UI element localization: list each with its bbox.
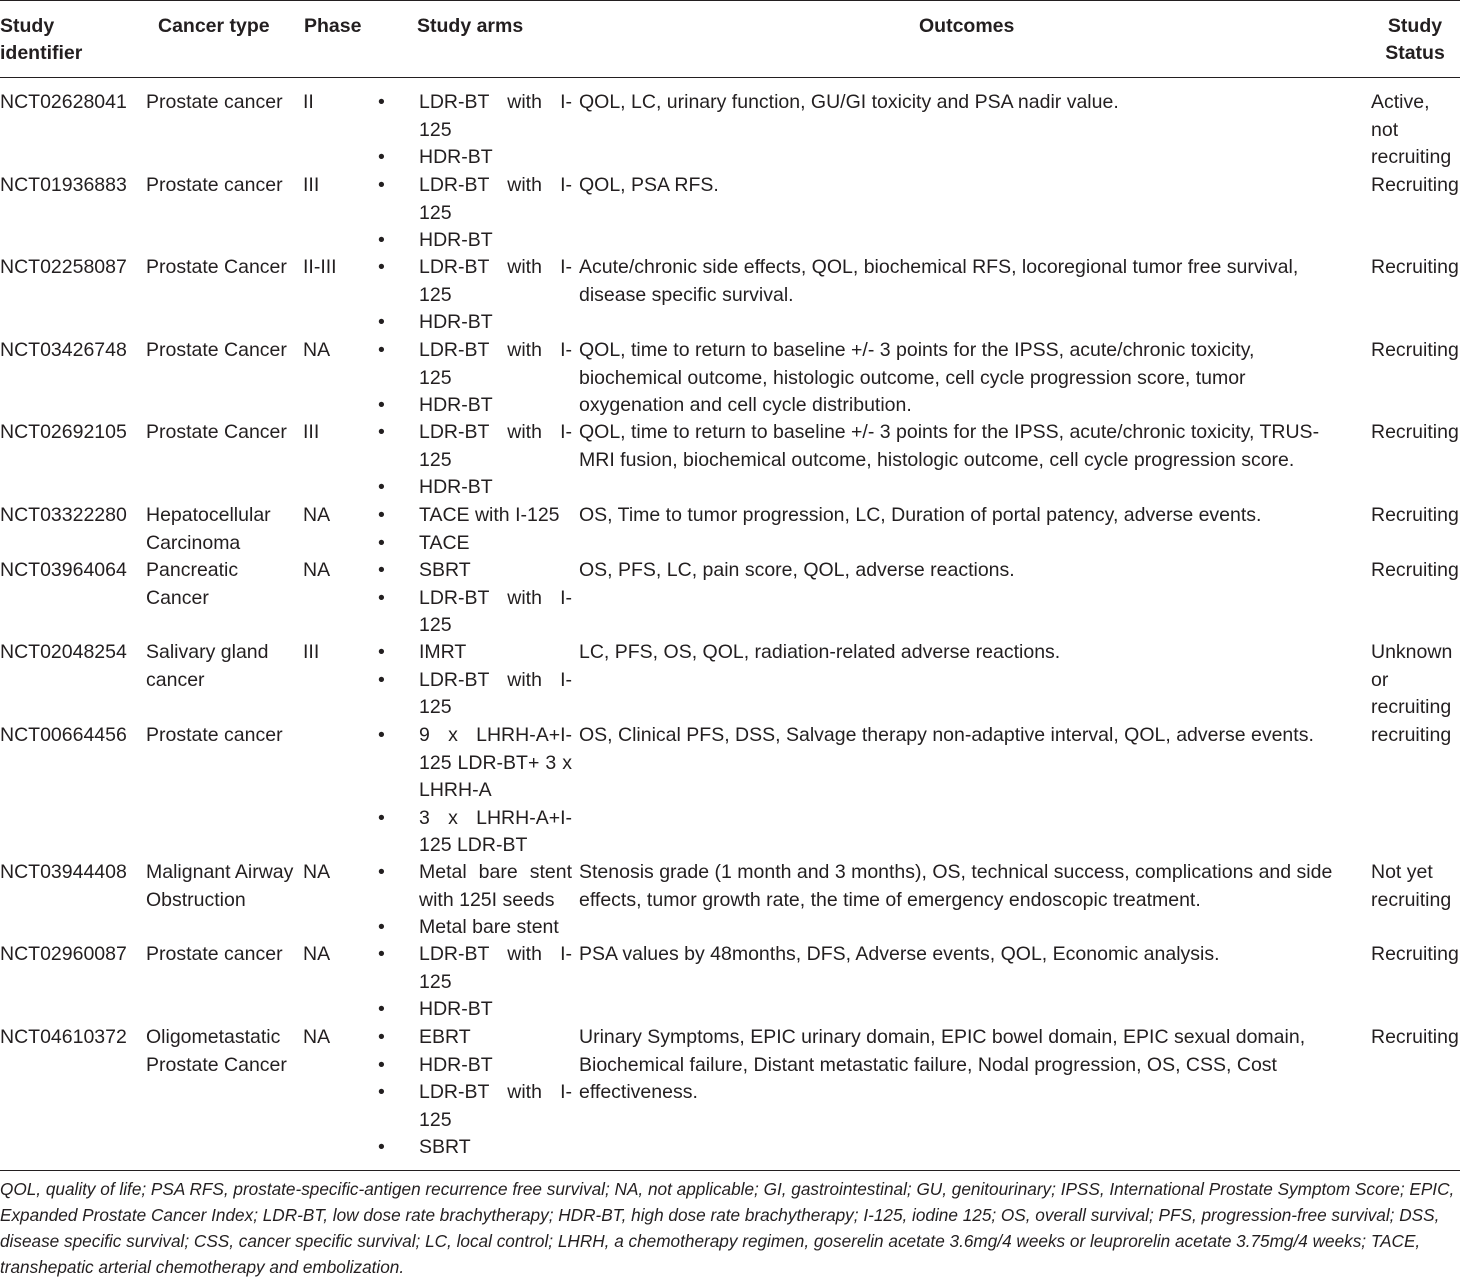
study-arm-item: • EBRT [372, 1024, 572, 1052]
study-arm-item: • LDR-BT with I-125 [372, 337, 572, 392]
phase-cell: II [303, 91, 314, 113]
study-identifier-cell: NCT03426748 [0, 339, 127, 361]
phase-cell: NA [303, 559, 331, 581]
outcomes-cell: PSA values by 48months, DFS, Adverse events, QOL, Economic analysis. [579, 943, 1220, 965]
header-study-identifier: Study identifier [0, 15, 83, 64]
study-arm-item: • HDR-BT [372, 144, 572, 172]
study-arm-item: • LDR-BT with I-125 [372, 172, 572, 227]
study-identifier-cell: NCT04610372 [0, 1026, 127, 1048]
study-arm-item: • Metal bare stent with 125I seeds [372, 859, 572, 914]
study-arms-list [372, 254, 572, 337]
study-arms-list [372, 722, 572, 860]
study-arms-list [372, 941, 572, 1024]
study-arm-item: • LDR-BT with I-125 [372, 89, 572, 144]
study-identifier-cell: NCT02628041 [0, 91, 127, 113]
table-top-rule [0, 0, 1460, 1]
study-arms-list [372, 639, 572, 722]
header-study-arms: Study arms [417, 15, 524, 37]
cancer-type-cell: Oligometastatic Prostate Cancer [146, 1026, 287, 1076]
study-identifier-cell: NCT03322280 [0, 504, 127, 526]
header-outcomes: Outcomes [919, 15, 1015, 37]
phase-cell: III [303, 174, 320, 196]
study-status-cell: Unknown or recruiting [1371, 641, 1453, 718]
phase-cell: NA [303, 339, 331, 361]
cancer-type-cell: Prostate cancer [146, 91, 283, 113]
header-phase: Phase [304, 15, 362, 37]
study-status-cell: Recruiting [1371, 339, 1459, 361]
phase-cell: III [303, 421, 320, 443]
cancer-type-cell: Prostate cancer [146, 943, 283, 965]
phase-cell: NA [303, 1026, 331, 1048]
table-bottom-rule [0, 1170, 1460, 1171]
study-status-cell: Recruiting [1371, 1026, 1459, 1048]
study-arms-list [372, 557, 572, 640]
study-status-cell: Recruiting [1371, 559, 1459, 581]
cancer-type-cell: Malignant Airway Obstruction [146, 861, 294, 911]
outcomes-cell: QOL, time to return to baseline +/- 3 points for the IPSS, acute/chronic toxicity, biochemical outcome, histologic outcome, cell cycle progression score, tumor oxygenation and cell cycle distribution. [579, 339, 1255, 416]
study-status-cell: recruiting [1371, 724, 1452, 746]
study-arms-list [372, 502, 572, 557]
study-identifier-cell: NCT02048254 [0, 641, 127, 663]
phase-cell: NA [303, 943, 331, 965]
header-cancer-type: Cancer type [158, 15, 270, 37]
phase-cell: NA [303, 861, 331, 883]
phase-cell: III [303, 641, 320, 663]
study-status-cell: Recruiting [1371, 421, 1459, 443]
study-arm-item: • HDR-BT [372, 474, 572, 502]
cancer-type-cell: Pancreatic Cancer [146, 559, 239, 609]
study-identifier-cell: NCT00664456 [0, 724, 127, 746]
study-identifier-cell: NCT02692105 [0, 421, 127, 443]
study-arm-item: • Metal bare stent [372, 914, 572, 942]
study-identifier-cell: NCT01936883 [0, 174, 127, 196]
study-arms-list [372, 172, 572, 255]
outcomes-cell: QOL, time to return to baseline +/- 3 points for the IPSS, acute/chronic toxicity, TRUS-MRI fusion, biochemical outcome, histologic outcome, cell cycle progression score. [579, 421, 1320, 471]
study-arm-item: • LDR-BT with I-125 [372, 667, 572, 722]
study-arm-item: • 9 x LHRH-A+I-125 LDR-BT+ 3 x LHRH-A [372, 722, 572, 805]
study-status-cell: Recruiting [1371, 943, 1459, 965]
outcomes-cell: Urinary Symptoms, EPIC urinary domain, EPIC bowel domain, EPIC sexual domain, Biochemical failure, Distant metastatic failure, Nodal progression, OS, CSS, Cost effectiveness. [579, 1026, 1306, 1103]
cancer-type-cell: Prostate cancer [146, 174, 283, 196]
study-identifier-cell: NCT03964064 [0, 559, 127, 581]
cancer-type-cell: Salivary gland cancer [146, 641, 269, 691]
study-arm-item: • HDR-BT [372, 996, 572, 1024]
study-arm-item: • 3 x LHRH-A+I-125 LDR-BT [372, 805, 572, 860]
study-status-cell: Recruiting [1371, 174, 1459, 196]
study-arm-item: • HDR-BT [372, 392, 572, 420]
study-arms-list [372, 859, 572, 942]
study-status-cell: Recruiting [1371, 504, 1459, 526]
study-arms-list [372, 337, 572, 420]
study-arm-item: • IMRT [372, 639, 572, 667]
study-arms-list [372, 419, 572, 502]
study-arm-item: • TACE with I-125 [372, 502, 572, 530]
header-study-status: Study Status [1385, 15, 1445, 64]
cancer-type-cell: Prostate Cancer [146, 256, 287, 278]
study-arm-item: • SBRT [372, 557, 572, 585]
outcomes-cell: Acute/chronic side effects, QOL, biochemical RFS, locoregional tumor free survival, disease specific survival. [579, 256, 1299, 306]
study-arm-item: • LDR-BT with I-125 [372, 1079, 572, 1134]
cancer-type-cell: Prostate cancer [146, 724, 283, 746]
table-footnote: QOL, quality of life; PSA RFS, prostate-specific-antigen recurrence free survival; NA, not applicable; GI, gastrointestinal; GU, genitourinary; IPSS, International Prostate Symptom Score; EPIC, Expanded Prostate Cancer Index; LDR-BT, low dose rate brachytherapy; HDR-BT, high dose rate brachytherapy; I-125, iodine 125; OS, overall survival; PFS, progression-free survival; DSS, disease specific survival; CSS, cancer specific survival; LC, local control; LHRH, a chemotherapy regimen, goserelin acetate 3.6mg/4 weeks or leuprorelin acetate 3.75mg/4 weeks; TACE, transhepatic arterial chemotherapy and embolization. [0, 1179, 1455, 1277]
outcomes-cell: OS, PFS, LC, pain score, QOL, adverse reactions. [579, 559, 1015, 581]
phase-cell: II-III [303, 256, 337, 278]
phase-cell: NA [303, 504, 331, 526]
study-arm-item: • LDR-BT with I-125 [372, 254, 572, 309]
outcomes-cell: QOL, LC, urinary function, GU/GI toxicity and PSA nadir value. [579, 91, 1119, 113]
study-status-cell: Not yet recruiting [1371, 861, 1452, 911]
study-identifier-cell: NCT03944408 [0, 861, 127, 883]
study-arm-item: • SBRT [372, 1134, 572, 1162]
study-arms-list [372, 89, 572, 172]
cancer-type-cell: Prostate Cancer [146, 421, 287, 443]
study-identifier-cell: NCT02258087 [0, 256, 127, 278]
cancer-type-cell: Hepatocellular Carcinoma [146, 504, 271, 554]
outcomes-cell: Stenosis grade (1 month and 3 months), OS, technical success, complications and side effects, tumor growth rate, the time of emergency endoscopic treatment. [579, 861, 1333, 911]
study-arm-item: • HDR-BT [372, 1052, 572, 1080]
outcomes-cell: QOL, PSA RFS. [579, 174, 719, 196]
outcomes-cell: OS, Time to tumor progression, LC, Duration of portal patency, adverse events. [579, 504, 1262, 526]
study-arm-item: • HDR-BT [372, 227, 572, 255]
outcomes-cell: LC, PFS, OS, QOL, radiation-related adverse reactions. [579, 641, 1061, 663]
study-status-cell: Active, not recruiting [1371, 91, 1452, 168]
study-arm-item: • TACE [372, 530, 572, 558]
cancer-type-cell: Prostate Cancer [146, 339, 287, 361]
study-arm-item: • LDR-BT with I-125 [372, 585, 572, 640]
study-status-cell: Recruiting [1371, 256, 1459, 278]
study-arm-item: • HDR-BT [372, 309, 572, 337]
study-arms-list [372, 1024, 572, 1162]
study-arm-item: • LDR-BT with I-125 [372, 941, 572, 996]
outcomes-cell: OS, Clinical PFS, DSS, Salvage therapy non-adaptive interval, QOL, adverse events. [579, 724, 1314, 746]
study-arm-item: • LDR-BT with I-125 [372, 419, 572, 474]
study-identifier-cell: NCT02960087 [0, 943, 127, 965]
header-rule [0, 77, 1460, 78]
